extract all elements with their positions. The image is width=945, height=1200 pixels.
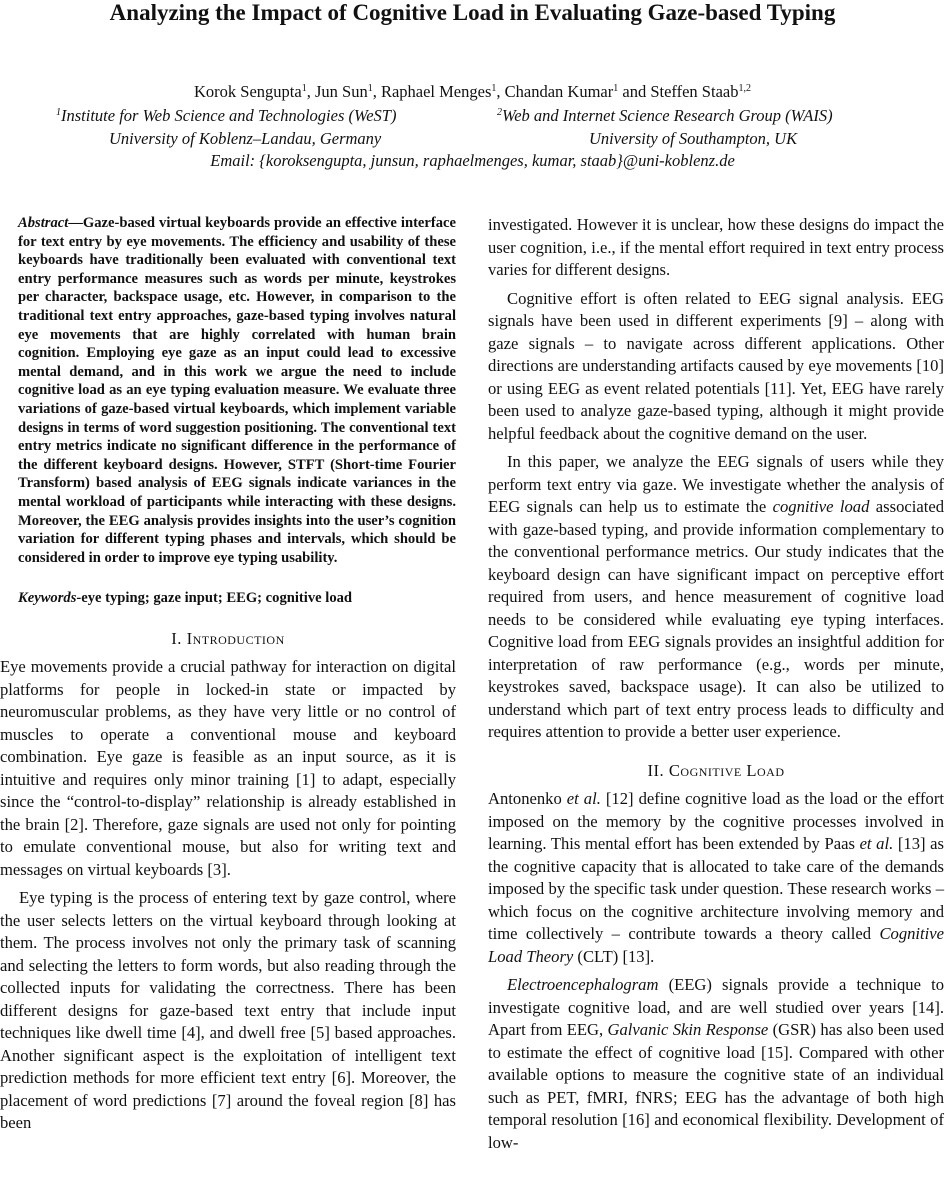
author-affil-mark: 1 bbox=[613, 83, 619, 94]
affil-mark: 2 bbox=[497, 107, 502, 118]
keywords-label: Keywords bbox=[18, 590, 77, 607]
emphasis: Cognitive Load Theory bbox=[488, 924, 944, 966]
section-title: Cognitive Load bbox=[668, 760, 785, 780]
paragraph: In this paper, we analyze the EEG signals of users while they perform text entry via gaze. We investigate whether the analysis of EEG signals can help us to estimate the cognitive load associated with gaze-based typing, and provide information complementary to the conventional performance metrics. Our study indicates that the keyboard design can have significant impact on perceptive effort required from users, and hence measurement of cognitive load needs to be considered while evaluating eye typing interfaces. Cognitive load from EEG signals provides an insightful addition for interpretation of raw performance (e.g., words per minute, keystrokes saved, backspace usage). It can also be utilized to understand which part of text entry process leads to difficulty and requires attention to provide a better user experience. bbox=[488, 452, 944, 741]
section-number: I. bbox=[171, 628, 182, 648]
author-name: Chandan Kumar bbox=[504, 82, 614, 101]
emphasis: cognitive load bbox=[772, 497, 870, 516]
affil-mark: 1 bbox=[56, 107, 61, 118]
paragraph: Eye movements provide a crucial pathway for interaction on digital platforms for people in locked-in state or impacted by neuromuscular problems, as they have very little or no control of muscles to operate a conventional mouse and keyboard combination. Eye gaze is feasible as an input source, as it is intuitive and requires only minor training [1] to adapt, especially since the “control-to-display” relationship is already established in the brain [2]. Therefore, gaze signals are used not only for pointing to emulate conventional mouse, but also for writing text and messages on virtual keyboards [3]. bbox=[0, 657, 456, 879]
author-name: Steffen Staab bbox=[650, 82, 739, 101]
keywords-text: -eye typing; gaze input; EEG; cognitive load bbox=[76, 590, 353, 607]
paper-title: Analyzing the Impact of Cognitive Load in Evaluating Gaze-based Typing bbox=[109, 0, 836, 25]
section-heading-cognitive-load bbox=[488, 760, 944, 783]
section-heading-introduction bbox=[0, 628, 456, 651]
author-name: Jun Sun bbox=[314, 82, 368, 101]
abstract-text: —Gaze-based virtual keyboards provide an effective interface for text entry by eye movements. The efficiency and usability of these keyboards have traditionally been evaluated with conventional text entry performance measures such as words per minute, keystrokes per character, backspace usage, etc. However, in comparison to the traditional text entry approaches, gaze-based typing involves natural eye movements that are highly correlated with human brain cognition. Employing eye gaze as an input could lead to excessive mental demand, and in this work we argue the need to include cognitive load as an eye typing evaluation measure. We evaluate three variations of gaze-based virtual keyboards, which implement variable designs in terms of word suggestion positioning. The conventional text entry metrics indicate no significant difference in the performance of the different keyboard designs. However, STFT (Short-time Fourier Transform) based analysis of EEG signals indicate variances in the mental workload of participants while interacting with these designs. Moreover, the EEG analysis provides insights into the user’s cognition variation for different typing phases and intervals, which should be considered in order to improve eye typing usability. bbox=[18, 215, 456, 566]
paragraph: Antonenko et al. [12] define cognitive load as the load or the effort imposed on the memory by the cognitive processes involved in learning. This mental effort has been extended by Paas et al. [13] as the cognitive capacity that is allocated to take care of the demands imposed by the specific task under question. These research works – which focus on the cognitive architecture involving memory and time collectively – contribute towards a theory called Cognitive Load Theory (CLT) [13]. bbox=[488, 789, 945, 966]
author-name: Raphael Menges bbox=[380, 82, 492, 101]
affiliation-2-place: University of Southampton, UK bbox=[589, 129, 798, 148]
affil-text: Institute for Web Science and Technologies (WeST) bbox=[61, 106, 397, 125]
author-separator: , bbox=[496, 82, 505, 101]
paragraph: Cognitive effort is often related to EEG signal analysis. EEG signals have been used in different experiments [9] – along with gaze signals – to navigate across different applications. Other directions are understanding artifacts caused by eye movements [10] or using EEG as event related potentials [11]. Yet, EEG have rarely been used to analyze gaze-based typing, although it might provide helpful feedback about the cognitive demand on the user. bbox=[488, 288, 944, 443]
author-separator: and bbox=[618, 82, 651, 101]
author-affil-mark: 1 bbox=[491, 83, 497, 94]
paragraph: investigated. However it is unclear, how these designs do impact the user cognition, i.e., if the mental effort required in text entry process varies for different designs. bbox=[488, 215, 944, 279]
abstract-label: Abstract bbox=[18, 215, 69, 231]
affiliation-2-name bbox=[497, 106, 833, 126]
author-list bbox=[0, 82, 945, 102]
affiliation-1-name bbox=[56, 106, 396, 126]
emphasis: Galvanic Skin Response bbox=[607, 1020, 769, 1039]
author-name: Korok Sengupta bbox=[194, 82, 302, 101]
right-column bbox=[488, 214, 944, 1154]
author-affil-mark: 1 bbox=[367, 83, 373, 94]
author-separator: , bbox=[306, 82, 315, 101]
emphasis: et al. bbox=[566, 789, 601, 808]
email-line: Email: {koroksengupta, junsun, raphaelmenges, kumar, staab}@uni-koblenz.de bbox=[210, 151, 735, 170]
paragraph: Electroencephalogram (EEG) signals provide a technique to investigate cognitive load, and are well studied over years [14]. Apart from EEG, Galvanic Skin Response (GSR) has also been used to estimate the effect of cognitive load [15]. Compared with other available options to measure the cognitive state of an individual such as PET, fMRI, fNRS; EEG has the advantage of both high temporal resolution [16] and economical flexibility. Development of low- bbox=[488, 975, 944, 1152]
abstract bbox=[0, 214, 456, 567]
author-affil-mark: 1 bbox=[301, 83, 307, 94]
section-title: Introduction bbox=[186, 628, 285, 648]
affil-text: Web and Internet Science Research Group (WAIS) bbox=[502, 106, 833, 125]
keywords bbox=[18, 589, 456, 608]
emphasis: et al. bbox=[859, 834, 894, 853]
affiliation-1-place: University of Koblenz–Landau, Germany bbox=[109, 129, 382, 148]
emphasis: Electroencephalogram bbox=[507, 975, 659, 994]
author-separator: , bbox=[372, 82, 381, 101]
left-column bbox=[0, 214, 456, 1135]
paragraph: Eye typing is the process of entering text by gaze control, where the user selects letters on the virtual keyboard through looking at them. The process involves not only the primary task of scanning and selecting the letters to form words, but also reading through the collected inputs for validating the correctness. There has been different designs for gaze-based text entry that include input techniques like dwell time [4], and dwell free [5] based approaches. Another significant aspect is the exploitation of intelligent text prediction methods for more efficient text entry [6]. Moreover, the placement of word predictions [7] around the foveal region [8] has been bbox=[0, 888, 456, 1133]
author-affil-mark: 1,2 bbox=[738, 83, 751, 94]
section-number: II. bbox=[647, 760, 665, 780]
